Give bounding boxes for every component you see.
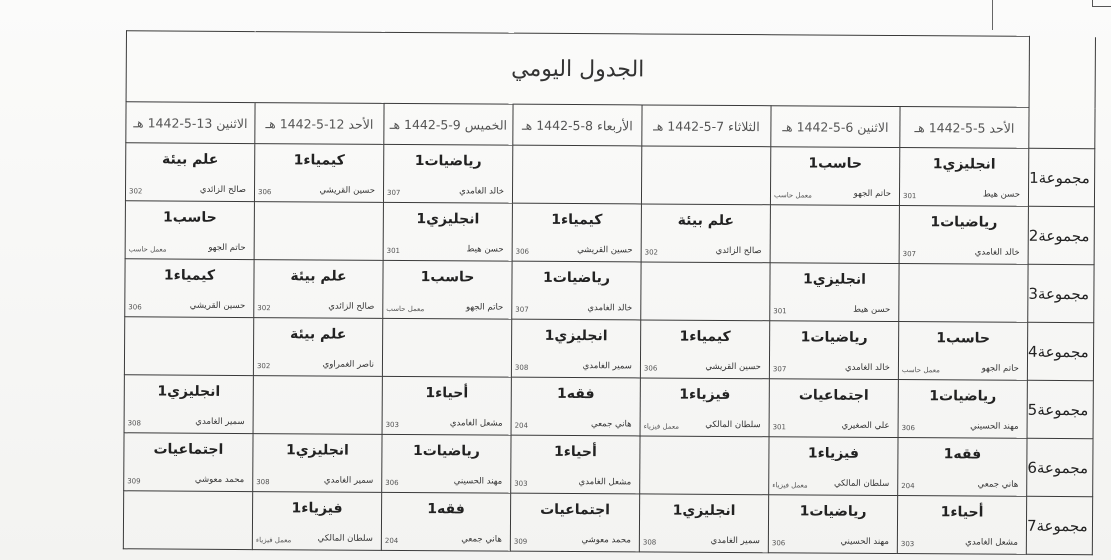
teacher-name: حسين القريشي	[319, 185, 376, 196]
subject-name: رياضيات1	[929, 388, 997, 405]
day-header: الأحد 12-5-1442 هـ	[255, 103, 384, 145]
teacher-name: خالد الغامدي	[974, 247, 1020, 258]
schedule-cell	[512, 261, 641, 320]
table-row	[77, 143, 1094, 207]
room-number: 302	[257, 304, 271, 313]
room-number: 204	[384, 536, 399, 545]
teacher-name: حاتم الجهو	[208, 242, 246, 254]
schedule-cell	[254, 202, 383, 261]
schedule-cell	[512, 203, 641, 262]
table-row	[77, 258, 1094, 322]
day-header: الأربعاء 8-5-1442 هـ	[513, 104, 642, 146]
room-number: معمل فيزياء	[643, 422, 680, 431]
page-corner-mark	[1092, 0, 1111, 7]
subject-name: انجليزي1	[416, 211, 480, 228]
room-number: معمل فيزياء	[255, 536, 292, 545]
schedule-cell	[639, 494, 768, 553]
schedule-cell	[899, 206, 1028, 265]
subject-name: فيزياء1	[679, 386, 731, 403]
teacher-name: حاتم الجهو	[981, 363, 1019, 374]
schedule-cell	[641, 204, 770, 263]
room-number: 303	[385, 420, 399, 429]
subject-name: علم بيئة	[162, 151, 219, 168]
subject-name: كيمياء1	[163, 267, 216, 284]
teacher-name: حسين القريشي	[577, 245, 633, 256]
day-header: الاثنين 6-5-1442 هـ	[771, 106, 900, 148]
subject-name: حاسب1	[162, 209, 217, 226]
teacher-name: حسن هيط	[466, 244, 504, 255]
subject-name: فقه1	[427, 501, 465, 518]
room-number: معمل فيزياء	[772, 481, 808, 490]
day-header: الأحد 5-5-1442 هـ	[900, 107, 1029, 149]
schedule-cell	[381, 492, 510, 551]
subject-name: أحياء1	[425, 385, 469, 402]
room-number: 302	[256, 362, 271, 371]
daily-schedule-table	[75, 30, 1096, 555]
subject-name: اجتماعيات	[153, 441, 224, 458]
subject-name: علم بيئة	[289, 326, 347, 343]
schedule-cell	[124, 375, 253, 434]
room-number: 309	[127, 477, 141, 486]
room-number: 306	[257, 188, 272, 197]
room-number: معمل حاسب	[901, 366, 940, 375]
schedule-cell	[898, 438, 1027, 497]
subject-name: انجليزي1	[932, 156, 996, 173]
table-row	[76, 316, 1093, 380]
subject-name: حاسب1	[808, 155, 863, 172]
schedule-cell	[383, 202, 512, 261]
subject-name: اجتماعيات	[540, 501, 611, 519]
schedule-cell	[125, 259, 254, 318]
schedule-cell	[899, 264, 1028, 323]
room-number: 303	[514, 479, 528, 488]
teacher-name: حسن هيط	[982, 189, 1021, 200]
subject-name: فقه1	[556, 385, 595, 403]
schedule-cell	[769, 379, 898, 438]
room-number: 301	[902, 192, 917, 201]
schedule-cell	[125, 201, 254, 260]
schedule-cell	[511, 319, 640, 378]
room-number: 302	[128, 187, 143, 196]
teacher-name: سمير الغامدي	[323, 475, 374, 486]
schedule-cell	[898, 322, 1027, 381]
teacher-name: مهند الحسيني	[970, 421, 1019, 432]
schedule-cell	[510, 493, 639, 552]
schedule-cell	[382, 376, 511, 435]
teacher-name: سلطان المالكي	[833, 478, 890, 489]
teacher-name: خالد الغامدي	[587, 303, 633, 314]
room-number: 308	[514, 363, 529, 372]
subject-name: رياضيات1	[414, 153, 482, 170]
teacher-name: ناصر الغمراوي	[322, 359, 374, 370]
room-number: 204	[514, 421, 528, 430]
schedule-cell	[124, 433, 253, 492]
schedule-cell	[897, 496, 1026, 555]
group-column-header	[1029, 36, 1095, 148]
subject-name: رياضيات1	[799, 503, 867, 520]
subject-name: انجليزي1	[285, 442, 349, 459]
teacher-name: مهند الحسيني	[453, 476, 503, 487]
subject-name: أحياء1	[553, 443, 597, 461]
schedule-cell	[124, 317, 253, 376]
teacher-name: خالد الغامدي	[459, 186, 505, 197]
subject-name: كيمياء1	[551, 211, 603, 229]
subject-name: رياضيات1	[542, 269, 610, 287]
room-number: 308	[256, 478, 270, 487]
teacher-name: مشعل الغامدي	[965, 537, 1018, 548]
teacher-name: محمد معوشي	[194, 474, 245, 486]
day-header: الاثنين 13-5-1442 هـ	[126, 102, 255, 144]
subject-name: فيزياء1	[807, 445, 859, 462]
room-number: 308	[127, 419, 141, 428]
room-number: معمل حاسب	[386, 304, 425, 314]
teacher-name: صالح الزائدي	[199, 184, 247, 196]
schedule-cell	[641, 262, 770, 321]
schedule-cell	[640, 436, 769, 495]
teacher-name: هاني جمعي	[461, 534, 502, 545]
subject-name: علم بيئة	[677, 212, 735, 230]
teacher-name: مشعل الغامدي	[449, 418, 503, 429]
schedule-cell	[640, 378, 769, 437]
subject-name: كيمياء1	[679, 328, 731, 345]
room-number: 306	[385, 478, 399, 487]
room-number: 306	[771, 539, 786, 548]
group-label: مجموعة3	[1028, 264, 1094, 322]
subject-name: انجليزي1	[803, 271, 866, 288]
room-number: 306	[515, 247, 530, 256]
table-row	[76, 374, 1093, 438]
schedule-cell	[770, 205, 899, 264]
teacher-name: صالح الزائدي	[715, 245, 762, 257]
teacher-name: مهند الحسيني	[840, 536, 889, 547]
teacher-name: محمد معوشي	[581, 535, 631, 546]
table-row	[77, 200, 1094, 264]
room-number: 306	[643, 364, 658, 373]
room-number: 301	[772, 423, 786, 432]
teacher-name: علي الصغيري	[841, 420, 890, 431]
teacher-name: هاني جمعي	[590, 419, 632, 430]
table-row	[75, 490, 1092, 554]
teacher-name: سلطان المالكي	[317, 533, 373, 544]
teacher-name: خالد الغامدي	[844, 362, 890, 373]
table-title: الجدول اليومي	[126, 31, 1029, 108]
subject-name: اجتماعيات	[798, 387, 869, 404]
schedule-cell	[253, 376, 382, 435]
schedule-cell	[382, 318, 511, 377]
schedule-cell	[769, 437, 898, 496]
schedule-cell	[383, 144, 512, 203]
room-number: 303	[900, 540, 915, 549]
room-number: 308	[642, 538, 657, 547]
schedule-cell	[511, 377, 640, 436]
room-number: 204	[901, 482, 915, 491]
room-number: 307	[386, 188, 401, 197]
page-margin-line	[992, 0, 993, 30]
room-number: 301	[386, 246, 401, 255]
teacher-name: هاني جمعي	[977, 479, 1019, 490]
subject-name: فيزياء1	[291, 500, 343, 517]
subject-name: انجليزي1	[672, 502, 736, 520]
room-number: معمل حاسب	[128, 245, 167, 254]
subject-name: علم بيئة	[290, 268, 347, 285]
teacher-name: مشعل الغامدي	[578, 477, 632, 488]
table-row	[76, 432, 1093, 496]
teacher-name: حاتم الجهو	[465, 302, 504, 313]
schedule-cell	[898, 380, 1027, 439]
subject-name: رياضيات1	[412, 443, 480, 460]
schedule-cell	[252, 492, 381, 551]
schedule-cell	[768, 495, 897, 554]
schedule-cell	[640, 320, 769, 379]
schedule-cell	[382, 434, 511, 493]
subject-name: فقه1	[943, 446, 982, 463]
day-header: الخميس 9-5-1442 هـ	[384, 103, 513, 145]
room-number: 302	[644, 248, 659, 257]
group-label: مجموعة4	[1027, 322, 1093, 380]
day-header: الثلاثاء 7-5-1442 هـ	[642, 105, 771, 147]
schedule-cell	[383, 260, 512, 319]
teacher-name: حسين القريشي	[189, 300, 246, 312]
teacher-name: سمير الغامدي	[710, 535, 760, 547]
schedule-cell	[770, 147, 899, 206]
subject-name: حاسب1	[936, 330, 991, 347]
room-number: معمل حاسب	[773, 191, 812, 200]
group-label: مجموعة5	[1027, 380, 1093, 438]
schedule-cell	[123, 491, 252, 550]
subject-name: رياضيات1	[800, 329, 868, 346]
room-number: 306	[128, 303, 142, 312]
subject-name: رياضيات1	[930, 214, 998, 231]
teacher-name: حسين القريشي	[705, 361, 761, 373]
room-number: 306	[901, 424, 915, 433]
group-label: مجموعة2	[1028, 206, 1094, 264]
subject-name: انجليزي1	[544, 327, 608, 345]
subject-name: انجليزي1	[157, 383, 221, 400]
schedule-cell	[125, 143, 254, 202]
group-label: مجموعة1	[1028, 148, 1094, 206]
subject-name: كيمياء1	[293, 152, 345, 169]
schedule-cell	[899, 148, 1028, 207]
schedule-cell	[511, 435, 640, 494]
schedule-cell	[253, 434, 382, 493]
teacher-name: حسن هيط	[853, 304, 891, 315]
room-number: 307	[515, 305, 529, 314]
schedule-cell	[770, 263, 899, 322]
group-label: مجموعة6	[1027, 438, 1093, 496]
room-number: 307	[902, 250, 917, 259]
teacher-name: صالح الزائدي	[328, 301, 375, 312]
teacher-name: سمير الغامدي	[582, 361, 632, 372]
teacher-name: حاتم الجهو	[853, 188, 892, 199]
room-number: 307	[772, 365, 787, 374]
room-number: 301	[773, 307, 787, 316]
group-label: مجموعة7	[1026, 496, 1092, 554]
schedule-cell	[512, 145, 641, 204]
room-number: 309	[513, 537, 528, 546]
schedule-cell	[253, 318, 382, 377]
schedule-cell	[254, 260, 383, 319]
teacher-name: سلطان المالكي	[705, 419, 761, 431]
teacher-name: سمير الغامدي	[195, 416, 245, 428]
schedule-cell	[254, 144, 383, 203]
schedule-cell	[641, 146, 770, 205]
subject-name: حاسب1	[420, 269, 475, 286]
schedule-cell	[769, 321, 898, 380]
subject-name: أحياء1	[940, 504, 984, 521]
